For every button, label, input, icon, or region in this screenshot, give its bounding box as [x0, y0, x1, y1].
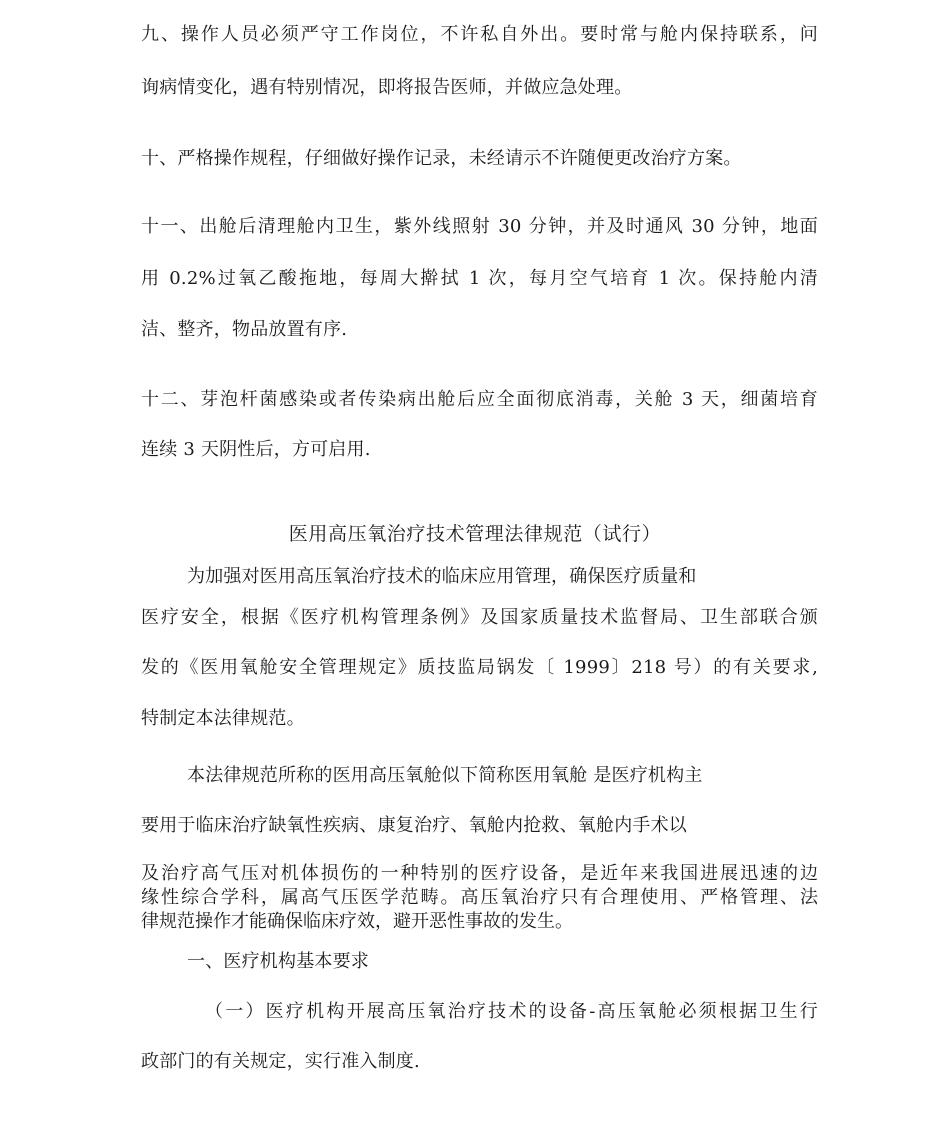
rule-11-line-2: 用 0.2%过氧乙酸拖地，每周大擀拭 1 次，每月空气培育 1 次。保持舱内清 [141, 268, 818, 289]
scope-paragraph [141, 862, 818, 934]
scope-line-1: 本法律规范所称的医用高压氧舱似下简称医用氧舱 是医疗机构主 [187, 765, 703, 786]
heading-1: 一、医疗机构基本要求 [187, 951, 369, 972]
section-title: 医用高压氧治疗技术管理法律规范（试行） [288, 523, 662, 545]
rule-10-line-1: 十、严格操作规程，仔细做好操作记录，未经请示不许随便更改治疗方案。 [141, 148, 742, 169]
intro-line-3: 发的《医用氧舱安全管理规定》质技监局锅发〔 1999〕218 号）的有关要求, [141, 657, 818, 678]
scope-line-5: 律规范操作才能确保临床疗效，避开恶性事故的发生。 [141, 911, 573, 932]
item-1-line-2: 政部门的有关规定，实行准入制度. [141, 1051, 420, 1072]
intro-line-2: 医疗安全，根据《医疗机构管理条例》及国家质量技术监督局、卫生部联合颁 [141, 607, 818, 628]
scope-line-2: 要用于临床治疗缺氧性疾病、康复治疗、氧舱内抢救、氧舱内手术以 [141, 815, 687, 836]
rule-12-line-2: 连续 3 天阴性后，方可启用. [141, 439, 371, 460]
intro-line-1: 为加强对医用高压氧治疗技术的临床应用管理，确保医疗质量和 [187, 566, 697, 587]
rule-9-line-1: 九、操作人员必须严守工作岗位，不许私自外出。要时常与舱内保持联系，问 [141, 24, 818, 45]
intro-line-4: 特制定本法律规范。 [141, 708, 305, 729]
rule-9-line-2: 询病情变化，遇有特别情况，即将报告医师，并做应急处理。 [141, 77, 633, 98]
scope-line-3: 及治疗高气压对机体损伤的一种特别的医疗设备，是近年来我国进展迅速的边 [141, 863, 818, 884]
rule-12-line-1: 十二、芽泡杆菌感染或者传染病出舱后应全面彻底消毒，关舱 3 天，细菌培育 [141, 389, 818, 410]
scope-line-4: 缘性综合学科，属高气压医学范畴。高压氧治疗只有合理使用、严格管理、法 [141, 887, 818, 908]
item-1-line-1: （一）医疗机构开展高压氧治疗技术的设备-高压氧舱必须根据卫生行 [205, 1001, 818, 1022]
rule-11-line-1: 十一、出舱后清理舱内卫生，紫外线照射 30 分钟，并及时通风 30 分钟，地面 [141, 216, 818, 237]
rule-11-line-3: 洁、整齐，物品放置有序. [141, 319, 348, 340]
